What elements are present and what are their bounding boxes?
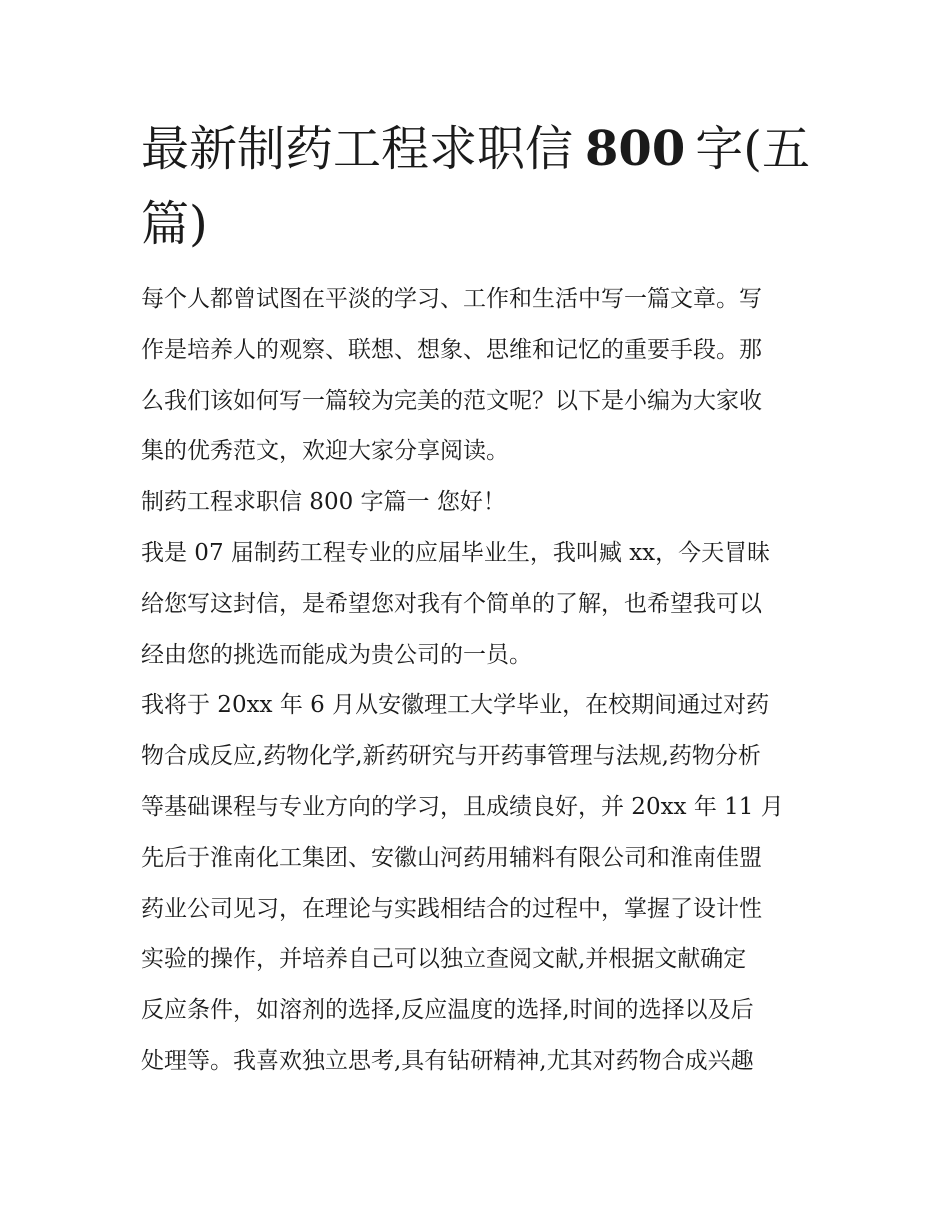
text-line: 我将于 20xx 年 6 月从安徽理工大学毕业，在校期间通过对药 — [141, 692, 770, 719]
body-text — [141, 274, 813, 1087]
text-line: 药业公司见习，在理论与实践相结合的过程中，掌握了设计性 — [141, 895, 762, 922]
title-text-part1: 最新制药工程求职信 — [141, 121, 574, 177]
title-line-2: 篇) — [141, 196, 208, 252]
title-text-part2: 字(五 — [695, 121, 810, 177]
text-line: 反应条件，如溶剂的选择,反应温度的选择,时间的选择以及后 — [141, 997, 754, 1024]
title-text-bold: 800 — [585, 121, 686, 177]
text-line: 等基础课程与专业方向的学习，且成绩良好，并 20xx 年 11 月 — [141, 793, 784, 820]
document-page — [141, 112, 813, 1087]
text-line: 先后于淮南化工集团、安徽山河药用辅料有限公司和淮南佳盟 — [141, 844, 762, 871]
text-line: 制药工程求职信 800 字篇一 您好！ — [141, 489, 506, 516]
paragraph-self-intro — [141, 528, 813, 680]
paragraph-education — [141, 680, 813, 1086]
text-line: 么我们该如何写一篇较为完美的范文呢？以下是小编为大家收 — [141, 387, 762, 414]
text-line: 处理等。我喜欢独立思考,具有钻研精神,尤其对药物合成兴趣 — [141, 1047, 754, 1074]
paragraph-intro — [141, 274, 813, 477]
text-line: 物合成反应,药物化学,新药研究与开药事管理与法规,药物分析 — [141, 743, 761, 770]
text-line: 每个人都曾试图在平淡的学习、工作和生活中写一篇文章。写 — [141, 286, 762, 312]
text-line: 经由您的挑选而能成为贵公司的一员。 — [141, 641, 532, 668]
text-line: 我是 07 届制药工程专业的应届毕业生，我叫臧 xx，今天冒昧 — [141, 539, 771, 566]
text-line: 作是培养人的观察、联想、想象、思维和记忆的重要手段。那 — [141, 336, 762, 363]
title-line-1 — [141, 112, 813, 187]
text-line: 实验的操作，并培养自己可以独立查阅文献,并根据文献确定 — [141, 946, 747, 973]
document-title — [141, 112, 813, 262]
text-line: 给您写这封信，是希望您对我有个简单的了解，也希望我可以 — [141, 590, 762, 617]
paragraph-heading-greeting — [141, 477, 813, 528]
text-line: 集的优秀范文，欢迎大家分享阅读。 — [141, 438, 509, 465]
